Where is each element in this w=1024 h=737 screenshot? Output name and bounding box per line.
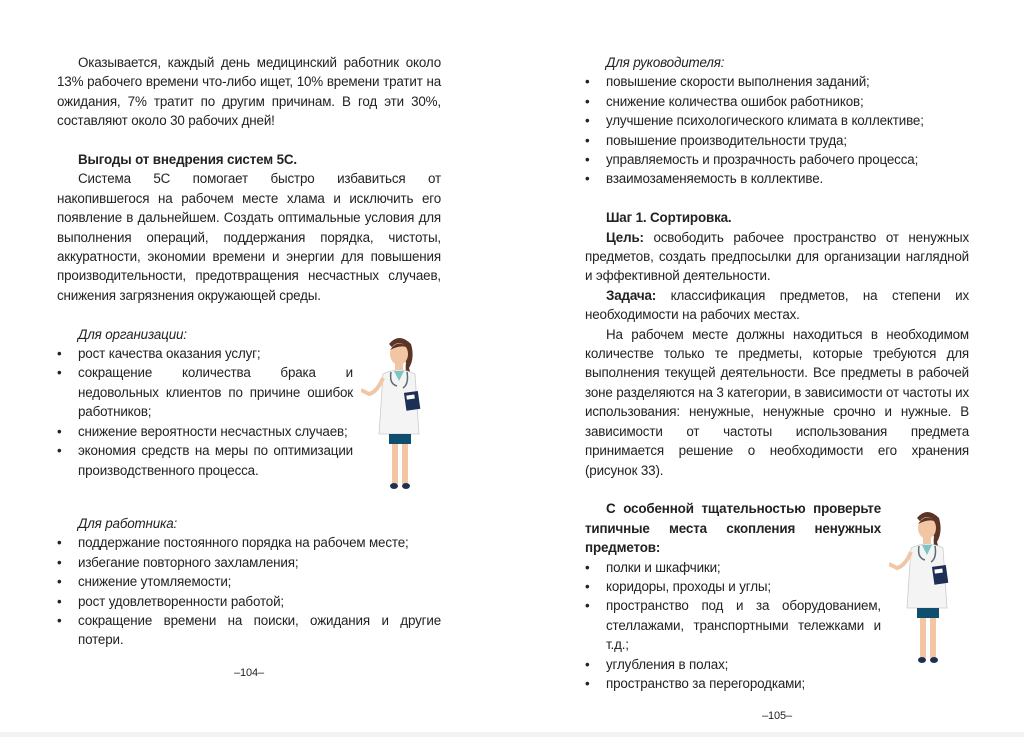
list-item: • снижение количества ошибок работников;: [585, 93, 864, 109]
step-heading: Шаг 1. Сортировка.: [606, 210, 732, 226]
manager-list: [585, 72, 969, 188]
list-item: • сокращение количества брака и недовольных клиентов по причине ошибок работников;: [57, 365, 353, 420]
list-item: • снижение утомляемости;: [57, 574, 232, 590]
intro-paragraph: Оказывается, каждый день медицинский работник около 13% рабочего времени что-либо ищет, 10% времени тратит на ожидания, 7% тратит по другим причинам. В год эти 30%, составляют около 30 рабочих дней!: [57, 55, 441, 129]
list-item: • повышение скорости выполнения заданий;: [585, 74, 870, 90]
bottom-edge: [0, 732, 1024, 737]
worker-list: [57, 533, 441, 649]
list-item: • углубления в полах;: [585, 656, 729, 672]
doctor-illustration: [361, 325, 441, 495]
benefits-paragraph: Система 5С помогает быстро избавиться от накопившегося на рабочем месте хлама и исключить его появление в дальнейшем. Создать оптимальные условия для выполнения операций, поддержания порядка, чистоты, аккуратности, экономии времени и энергии для повышения производительности, предотвращения несчастных случаев, снижения загрязнения окружающей среды.: [57, 171, 441, 303]
list-item: • рост качества оказания услуг;: [57, 346, 261, 362]
page-number-left: –104–: [234, 666, 264, 679]
list-item: • повышение производительности труда;: [585, 132, 847, 148]
check-list: [585, 558, 881, 694]
manager-heading: Для руководителя:: [606, 55, 725, 70]
check-row: [585, 499, 969, 693]
list-item: • избегание повторного захламления;: [57, 554, 299, 570]
page-number-right: –105–: [762, 710, 792, 723]
list-item: • взаимозаменяемость в коллективе.: [585, 171, 824, 187]
list-item: • пространство под и за оборудованием, стеллажами, транспортными тележками и т.д.;: [585, 598, 881, 653]
right-page: [585, 53, 969, 727]
list-item: • сокращение времени на поиски, ожидания и другие потери.: [57, 613, 441, 648]
body-paragraph: На рабочем месте должны находиться в необходимом количестве только те предметы, которые требуются для выполнения текущей деятельности. Все предметы в рабочей зоне разделяются на 3 категории, в зависимости от частоты их использования: ненужные, ненужные срочно и нужные. В зависимости от частоты использования предмета принимается решение о необходимости его хранения (рисунок 33).: [585, 326, 970, 478]
check-section: [585, 499, 881, 693]
list-item: • экономия средств на меры по оптимизации производственного процесса.: [57, 443, 353, 478]
list-item: • снижение вероятности несчастных случаев;: [57, 423, 348, 439]
org-row: [57, 325, 441, 495]
worker-section: [57, 514, 441, 650]
left-page: [57, 53, 441, 683]
benefits-heading: Выгоды от внедрения систем 5С.: [78, 152, 297, 168]
list-item: • управляемость и прозрачность рабочего процесса;: [585, 152, 919, 168]
list-item: • поддержание постоянного порядка на рабочем месте;: [57, 535, 409, 551]
check-heading: С особенной тщательностью проверьте типичные места скопления ненужных предметов:: [585, 501, 881, 556]
org-section: [57, 325, 353, 480]
task-paragraph: Задача: классификация предметов, на степени их необходимости на рабочих местах.: [585, 287, 969, 323]
list-item: • улучшение психологического климата в коллективе;: [585, 113, 924, 129]
goal-paragraph: Цель: освободить рабочее пространство от ненужных предметов, создать предпосылки для организации наглядной и эффективной деятельности.: [585, 229, 969, 284]
doctor-illustration: [889, 499, 969, 669]
list-item: • коридоры, проходы и углы;: [585, 578, 771, 594]
list-item: • пространство за перегородками;: [585, 675, 806, 691]
worker-heading: Для работника:: [78, 516, 178, 532]
org-list: [57, 344, 353, 480]
org-heading: Для организации:: [78, 326, 187, 342]
list-item: • полки и шкафчики;: [585, 559, 721, 575]
list-item: • рост удовлетворенности работой;: [57, 593, 284, 609]
